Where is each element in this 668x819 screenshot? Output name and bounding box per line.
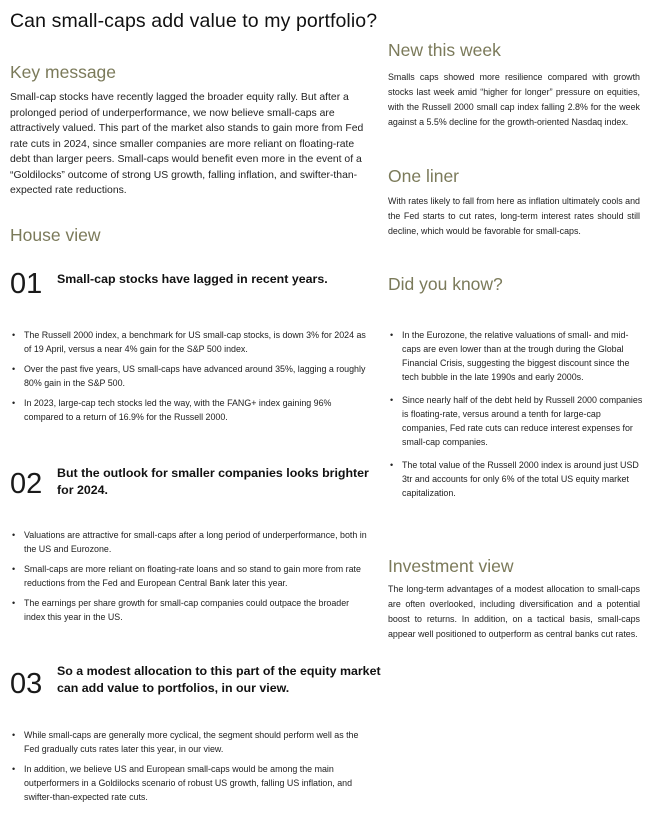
list-item: • Small-caps are more reliant on floating-rate loans and so stand to gain more from rate reductions from the Fed and European Central Bank later this year.	[10, 562, 372, 590]
list-item: • Valuations are attractive for small-caps after a long period of underperformance, both in the US and Eurozone.	[10, 528, 372, 556]
page-title: Can small-caps add value to my portfolio?	[10, 10, 378, 32]
new-this-week-heading: New this week	[388, 40, 501, 60]
investment-view-body: The long-term advantages of a modest allocation to small-caps are often overlooked, including diversification and a potential boost to returns. In addition, on a tactical basis, small-caps appear well positioned to outperform as central banks cut rates.	[388, 584, 640, 639]
did-you-know-heading: Did you know?	[388, 274, 503, 294]
one-liner-body: With rates likely to fall from here as inflation ultimately cools and the Fed starts to cut rates, long-term interest rates should still decline, which would be favorable for small-caps.	[388, 196, 640, 236]
list-item: • The earnings per share growth for small-cap companies could outpace the broader index this year in the US.	[10, 596, 372, 624]
key-message-heading: Key message	[10, 62, 117, 82]
list-item: • While small-caps are generally more cyclical, the segment should perform well as the Fed gradually cuts rates later this year, in our view.	[10, 728, 372, 756]
point-01-bullets	[10, 328, 372, 430]
point-number: 03	[10, 668, 43, 700]
house-view-heading: House view	[10, 225, 101, 245]
point-02-bullets	[10, 528, 372, 630]
house-view-point-03	[10, 663, 381, 700]
point-title: But the outlook for smaller companies looks brighter for 2024.	[57, 466, 369, 497]
house-view-point-02	[10, 465, 370, 501]
list-item: • In the Eurozone, the relative valuations of small- and mid-caps are even lower than at the trough during the Global Financial Crisis, suggesting the biggest discount since the tech bubble in the late 1990s and early 2000s.	[388, 328, 643, 384]
house-view-point-01	[10, 268, 370, 302]
key-message-body: Small-cap stocks have recently lagged the broader equity rally. But after a prolonged period of underperformance, we now believe small-caps are attractively valued. This part of the market also stands to gain more from Fed rate cuts in 2024, since smaller companies are more reliant on floating-rate debt than larger peers. Small-caps would benefit even more in the event of a “Goldilocks” outcome of strong US growth, falling inflation, and swifter-than-expected rate reductions.	[10, 92, 364, 196]
point-number: 02	[10, 468, 43, 500]
point-title: So a modest allocation to this part of the equity market can add value to portfolios, in our view.	[57, 664, 381, 695]
investment-view-heading: Investment view	[388, 556, 514, 576]
point-03-bullets	[10, 728, 372, 810]
list-item: • The total value of the Russell 2000 index is around just USD 3tr and accounts for only 6% of the total US equity market capitalization.	[388, 458, 643, 500]
new-this-week-body: Smalls caps showed more resilience compared with growth stocks last week amid “higher for longer” pressure on equities, with the Russell 2000 small cap index falling 2.8% for the week against a 5.5% decline for the growth-oriented Nasdaq index.	[388, 72, 640, 127]
list-item: • In addition, we believe US and European small-caps would be among the main outperformers in a Goldilocks scenario of robust US growth, falling US inflation, and swifter-than-expected rate cuts.	[10, 762, 372, 804]
list-item: • In 2023, large-cap tech stocks led the way, with the FANG+ index gaining 96% compared to a return of 16.9% for the Russell 2000.	[10, 396, 372, 424]
point-title: Small-cap stocks have lagged in recent years.	[57, 272, 328, 286]
one-liner-heading: One liner	[388, 166, 460, 186]
point-number: 01	[10, 268, 43, 300]
list-item: • Over the past five years, US small-caps have advanced around 35%, lagging a roughly 80% gain in the S&P 500.	[10, 362, 372, 390]
list-item: • Since nearly half of the debt held by Russell 2000 companies is floating-rate, versus around a tenth for large-cap companies, Fed rate cuts can reduce interest expenses for small-cap companies.	[388, 393, 643, 449]
did-you-know-bullets	[388, 328, 643, 506]
list-item: • The Russell 2000 index, a benchmark for US small-cap stocks, is down 3% for 2024 as of 19 April, versus a near 4% gain for the S&P 500 index.	[10, 328, 372, 356]
